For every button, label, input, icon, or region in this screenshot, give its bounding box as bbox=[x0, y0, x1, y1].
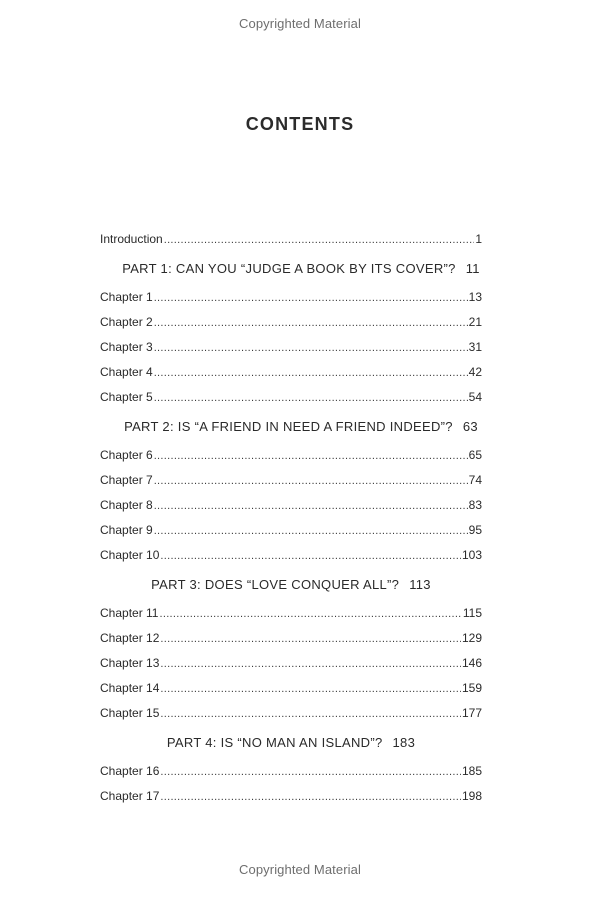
entry-page-number: 103 bbox=[461, 548, 482, 562]
copyright-watermark-top: Copyrighted Material bbox=[239, 16, 361, 31]
entry-label: Chapter 17 bbox=[100, 789, 160, 803]
toc-entry-chapter[interactable] bbox=[100, 676, 482, 701]
entry-page-number: 83 bbox=[468, 498, 482, 512]
entry-label: Chapter 5 bbox=[100, 390, 153, 404]
entry-label: Chapter 4 bbox=[100, 365, 153, 379]
entry-page-number: 129 bbox=[461, 631, 482, 645]
entry-page-number: 21 bbox=[468, 315, 482, 329]
entry-label: Chapter 8 bbox=[100, 498, 153, 512]
entry-label: Chapter 13 bbox=[100, 656, 160, 670]
part-title: PART 1: CAN YOU “JUDGE A BOOK BY ITS COVER”? bbox=[122, 261, 456, 276]
part-page-number: 113 bbox=[409, 577, 431, 592]
toc-entry-chapter[interactable] bbox=[100, 310, 482, 335]
entry-label: Introduction bbox=[100, 232, 163, 246]
entry-page-number: 42 bbox=[468, 365, 482, 379]
entry-label: Chapter 2 bbox=[100, 315, 153, 329]
toc-entry-chapter[interactable] bbox=[100, 385, 482, 410]
entry-page-number: 54 bbox=[468, 390, 482, 404]
dot-leader bbox=[160, 702, 461, 727]
dot-leader bbox=[160, 760, 461, 785]
entry-page-number: 13 bbox=[468, 290, 482, 304]
dot-leader bbox=[160, 627, 461, 652]
dot-leader bbox=[164, 228, 475, 253]
dot-leader bbox=[154, 469, 468, 494]
toc-entry-chapter[interactable] bbox=[100, 543, 482, 568]
part-heading-3[interactable] bbox=[100, 568, 482, 601]
toc-entry-chapter[interactable] bbox=[100, 601, 482, 626]
part-title: PART 3: DOES “LOVE CONQUER ALL”? bbox=[151, 577, 400, 592]
part-heading-1[interactable] bbox=[100, 252, 482, 285]
part-heading-2[interactable] bbox=[100, 410, 482, 443]
dot-leader bbox=[159, 602, 461, 627]
entry-page-number: 185 bbox=[461, 764, 482, 778]
entry-page-number: 198 bbox=[461, 789, 482, 803]
entry-page-number: 115 bbox=[462, 606, 482, 620]
toc-entry-chapter[interactable] bbox=[100, 518, 482, 543]
entry-label: Chapter 10 bbox=[100, 548, 160, 562]
entry-label: Chapter 7 bbox=[100, 473, 153, 487]
entry-label: Chapter 15 bbox=[100, 706, 160, 720]
entry-page-number: 95 bbox=[468, 523, 482, 537]
dot-leader bbox=[160, 785, 461, 810]
part-heading-4[interactable] bbox=[100, 726, 482, 759]
dot-leader bbox=[154, 286, 468, 311]
toc-entry-chapter[interactable] bbox=[100, 285, 482, 310]
entry-page-number: 159 bbox=[461, 681, 482, 695]
dot-leader bbox=[154, 519, 468, 544]
entry-label: Chapter 9 bbox=[100, 523, 153, 537]
toc-entry-chapter[interactable] bbox=[100, 626, 482, 651]
dot-leader bbox=[154, 444, 468, 469]
dot-leader bbox=[160, 652, 461, 677]
dot-leader bbox=[154, 494, 468, 519]
dot-leader bbox=[160, 544, 461, 569]
toc-entry-chapter[interactable] bbox=[100, 493, 482, 518]
toc-entry-chapter[interactable] bbox=[100, 784, 482, 809]
dot-leader bbox=[154, 336, 468, 361]
entry-label: Chapter 1 bbox=[100, 290, 153, 304]
part-page-number: 183 bbox=[392, 735, 416, 750]
toc-entry-chapter[interactable] bbox=[100, 360, 482, 385]
table-of-contents bbox=[100, 227, 482, 809]
copyright-watermark-bottom: Copyrighted Material bbox=[239, 862, 361, 877]
dot-leader bbox=[154, 361, 468, 386]
toc-entry-chapter[interactable] bbox=[100, 443, 482, 468]
entry-page-number: 74 bbox=[468, 473, 482, 487]
entry-label: Chapter 6 bbox=[100, 448, 153, 462]
page-title: CONTENTS bbox=[245, 114, 355, 134]
part-title: PART 2: IS “A FRIEND IN NEED A FRIEND INDEED”? bbox=[124, 419, 453, 434]
dot-leader bbox=[154, 311, 468, 336]
dot-leader bbox=[154, 386, 468, 411]
toc-entry-chapter[interactable] bbox=[100, 701, 482, 726]
entry-label: Chapter 12 bbox=[100, 631, 160, 645]
toc-entry-introduction[interactable] bbox=[100, 227, 482, 252]
entry-page-number: 146 bbox=[461, 656, 482, 670]
entry-label: Chapter 14 bbox=[100, 681, 160, 695]
entry-page-number: 1 bbox=[475, 232, 482, 246]
toc-entry-chapter[interactable] bbox=[100, 335, 482, 360]
toc-entry-chapter[interactable] bbox=[100, 759, 482, 784]
toc-entry-chapter[interactable] bbox=[100, 651, 482, 676]
dot-leader bbox=[160, 677, 461, 702]
part-title: PART 4: IS “NO MAN AN ISLAND”? bbox=[166, 735, 383, 750]
part-page-number: 11 bbox=[465, 261, 480, 276]
part-page-number: 63 bbox=[462, 419, 478, 434]
entry-label: Chapter 11 bbox=[100, 606, 159, 620]
entry-page-number: 65 bbox=[468, 448, 482, 462]
toc-entry-chapter[interactable] bbox=[100, 468, 482, 493]
entry-label: Chapter 16 bbox=[100, 764, 160, 778]
entry-label: Chapter 3 bbox=[100, 340, 153, 354]
entry-page-number: 177 bbox=[461, 706, 482, 720]
entry-page-number: 31 bbox=[468, 340, 482, 354]
